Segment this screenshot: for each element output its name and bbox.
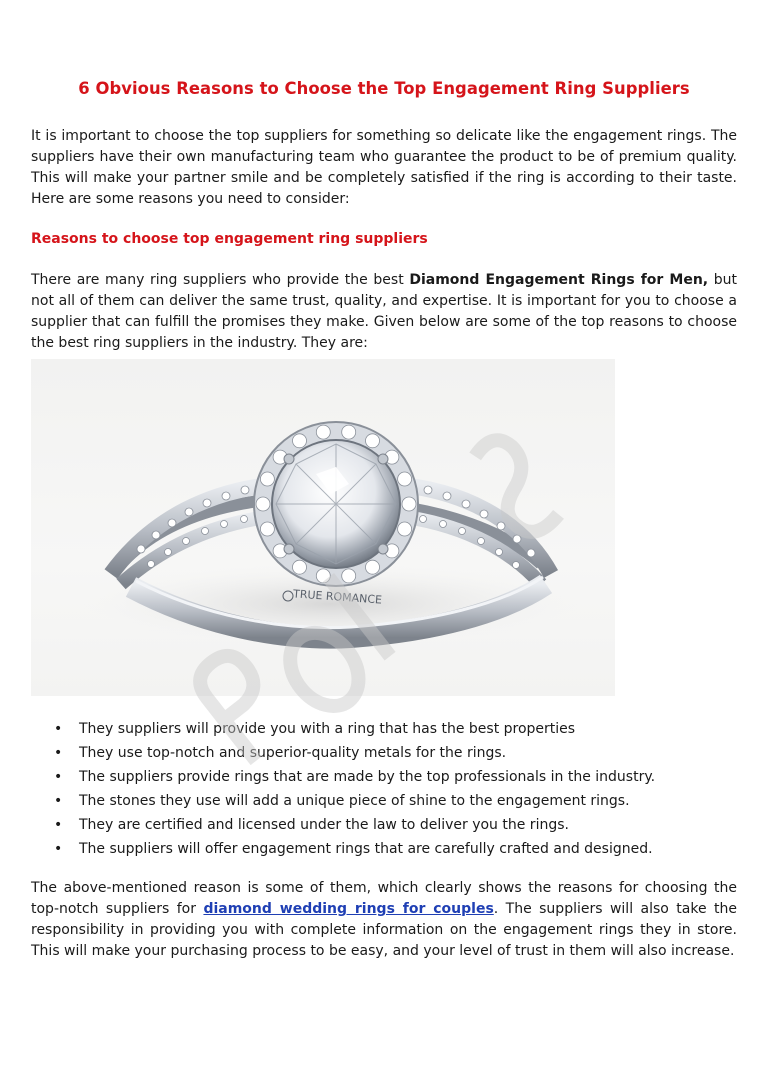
section-heading: Reasons to choose top engagement ring suppliers [31, 231, 428, 247]
halo-diamond [293, 560, 307, 574]
list-item [51, 717, 737, 741]
halo-diamond [260, 522, 274, 536]
bullet-icon: • [54, 769, 63, 785]
halo-diamond [342, 425, 356, 439]
ring-photo [31, 359, 615, 696]
halo-diamond [402, 497, 416, 511]
halo-diamond [260, 472, 274, 486]
diamond-wedding-rings-link[interactable]: diamond wedding rings for couples [203, 901, 494, 917]
halo-diamond [293, 434, 307, 448]
list-item-text: The stones they use will add a unique piece of shine to the engagement rings. [79, 793, 630, 809]
intro-paragraph: It is important to choose the top suppliers for something so delicate like the engagement rings. The suppliers have their own manufacturing team who guarantee the product to be of premium quality. This will make your partner smile and be completely satisfied if the ring is according to their taste. Here are some reasons you need to consider: [31, 128, 737, 207]
list-item [51, 789, 737, 813]
suppliers-paragraph-end: but not all of them can deliver the same trust, quality, and expertise. It is important for you to choose a supplier that can fulfill the promises they make. Given below are some of the top reasons to choose the best ring suppliers in the industry. They are: [31, 272, 737, 351]
bullet-icon: • [54, 721, 63, 737]
halo-diamond [256, 497, 270, 511]
list-item-text: They are certified and licensed under the law to deliver you the rings. [79, 817, 569, 833]
suppliers-paragraph-start: There are many ring suppliers who provide the best [31, 272, 410, 288]
bullet-icon: • [54, 745, 63, 761]
closing-paragraph-start: The above-mentioned reason is some of them, which clearly shows the reasons for choosing the top-notch suppliers for [31, 880, 737, 917]
diamond-rings-men-emphasis: Diamond Engagement Rings for Men, [409, 272, 709, 288]
reasons-list [31, 717, 737, 861]
halo-diamond [398, 522, 412, 536]
suppliers-paragraph [31, 270, 737, 354]
document-title: 6 Obvious Reasons to Choose the Top Engagement Ring Suppliers [78, 79, 690, 98]
ring-illustration [31, 359, 615, 696]
list-item-text: The suppliers provide rings that are made by the top professionals in the industry. [79, 769, 656, 785]
bullet-icon: • [54, 817, 63, 833]
halo-diamond [342, 569, 356, 583]
ring-engraving: TRUE ROMANCE [292, 587, 383, 607]
list-item [51, 765, 737, 789]
bullet-icon: • [54, 841, 63, 857]
halo-diamond [398, 472, 412, 486]
list-item [51, 741, 737, 765]
list-item-text: The suppliers will offer engagement rings that are carefully crafted and designed. [79, 841, 653, 857]
closing-paragraph-end: . The suppliers will also take the responsibility in providing you with complete information on the engagement rings they in store. This will make your purchasing process to be easy, and your level of trust in them will also increase. [31, 901, 737, 959]
halo-diamond [316, 425, 330, 439]
list-item [51, 813, 737, 837]
halo-diamond [366, 434, 380, 448]
halo-diamond [316, 569, 330, 583]
list-item-text: They suppliers will provide you with a ring that has the best properties [79, 721, 576, 737]
list-item-text: They use top-notch and superior-quality metals for the rings. [79, 745, 507, 761]
list-item [51, 837, 737, 861]
document-page [31, 78, 737, 962]
halo-diamond [366, 560, 380, 574]
closing-paragraph [31, 878, 737, 962]
bullet-icon: • [54, 793, 63, 809]
